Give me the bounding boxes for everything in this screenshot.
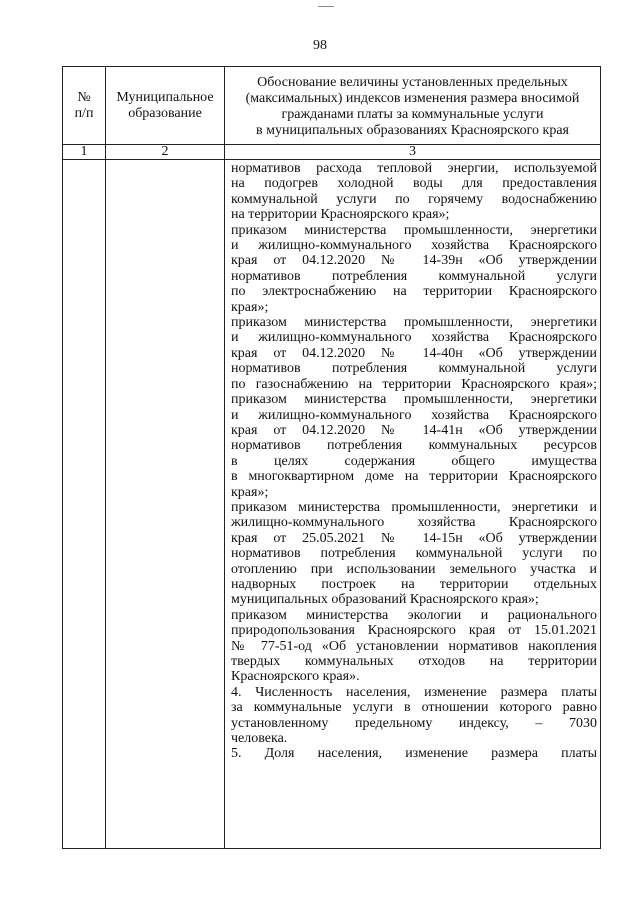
column-numbers-row <box>63 145 601 160</box>
text-line: края»; <box>231 299 269 315</box>
text-line: приказом министерства промышленности, энергетики и <box>231 499 597 515</box>
text-line: природопользования Красноярского края от 15.01.2021 <box>231 623 597 639</box>
text-line: края от 04.12.2020 № 14-40н «Об утверждении <box>231 345 597 361</box>
justification-text <box>225 160 600 762</box>
text-line: надворных построек на территории отдельных <box>231 576 597 592</box>
header-justification: Обоснование величины установленных предельных (максимальных) индексов изменения размера вносимой гражданами платы за коммунальные услуги в муниципальных образованиях Красноярского края <box>225 67 601 145</box>
text-line: приказом министерства промышленности, энергетики <box>231 315 597 331</box>
column-number: 3 <box>225 145 601 160</box>
text-line: твердых коммунальных отходов на территории <box>231 654 597 669</box>
cell-number <box>63 160 106 849</box>
text-line: края от 04.12.2020 № 14-39н «Об утверждении <box>231 253 597 269</box>
text-line: нормативов потребления коммунальных ресурсов <box>231 438 597 454</box>
text-line: 4. Численность населения, изменение размера платы <box>231 684 597 700</box>
table-header-row <box>63 67 601 145</box>
document-table <box>62 66 601 849</box>
text-line: в целях содержания общего имущества <box>231 453 597 469</box>
text-line: по электроснабжению на территории Красноярского <box>231 284 597 300</box>
text-line: человека. <box>231 731 288 747</box>
text-line: 5. Доля населения, изменение размера платы <box>231 746 597 762</box>
text-line: нормативов расхода тепловой энергии, используемой <box>231 161 597 176</box>
text-line: в многоквартирном доме на территории Красноярского <box>231 469 597 485</box>
page-number: 98 <box>313 38 327 53</box>
text-line: приказом министерства промышленности, энергетики <box>231 222 597 238</box>
text-line: отоплению при использовании земельного участка и <box>231 561 597 577</box>
text-line: жилищно-коммунального хозяйства Красноярского <box>231 515 597 531</box>
scan-artifact <box>318 6 334 7</box>
table-row <box>63 160 601 849</box>
text-line: приказом министерства экологии и рационального <box>231 607 597 623</box>
header-municipality: Муниципальное образование <box>106 67 225 145</box>
text-line: края»; <box>231 484 269 500</box>
text-line: на территории Красноярского края»; <box>231 207 450 223</box>
cell-municipality <box>106 160 225 849</box>
text-line: и жилищно-коммунального хозяйства Красноярского <box>231 330 597 346</box>
text-line: за коммунальные услуги в отношении которого равно <box>231 700 597 716</box>
text-line: Красноярского края». <box>231 669 360 685</box>
text-line: и жилищно-коммунального хозяйства Красноярского <box>231 407 597 423</box>
header-number: № п/п <box>63 67 106 145</box>
text-line: на подогрев холодной воды для предоставления <box>231 176 597 192</box>
text-line: края от 25.05.2021 № 14-15н «Об утверждении <box>231 530 597 546</box>
text-line: муниципальных образований Красноярского края»; <box>231 592 539 608</box>
text-line: по газоснабжению на территории Красноярского края»; <box>231 376 597 392</box>
cell-justification <box>225 160 601 849</box>
column-number: 2 <box>106 145 225 160</box>
text-line: нормативов потребления коммунальной услуги по <box>231 546 597 562</box>
text-line: коммунальной услуги по горячему водоснабжению <box>231 191 597 207</box>
text-line: нормативов потребления коммунальной услуги <box>231 361 597 377</box>
text-line: нормативов потребления коммунальной услуги <box>231 268 597 284</box>
text-line: края от 04.12.2020 № 14-41н «Об утверждении <box>231 422 597 438</box>
column-number: 1 <box>63 145 106 160</box>
text-line: приказом министерства промышленности, энергетики <box>231 392 597 408</box>
text-line: установленному предельному индексу, – 7030 <box>231 715 597 731</box>
text-line: № 77-51-од «Об установлении нормативов накопления <box>231 638 597 654</box>
text-line: и жилищно-коммунального хозяйства Красноярского <box>231 238 597 254</box>
